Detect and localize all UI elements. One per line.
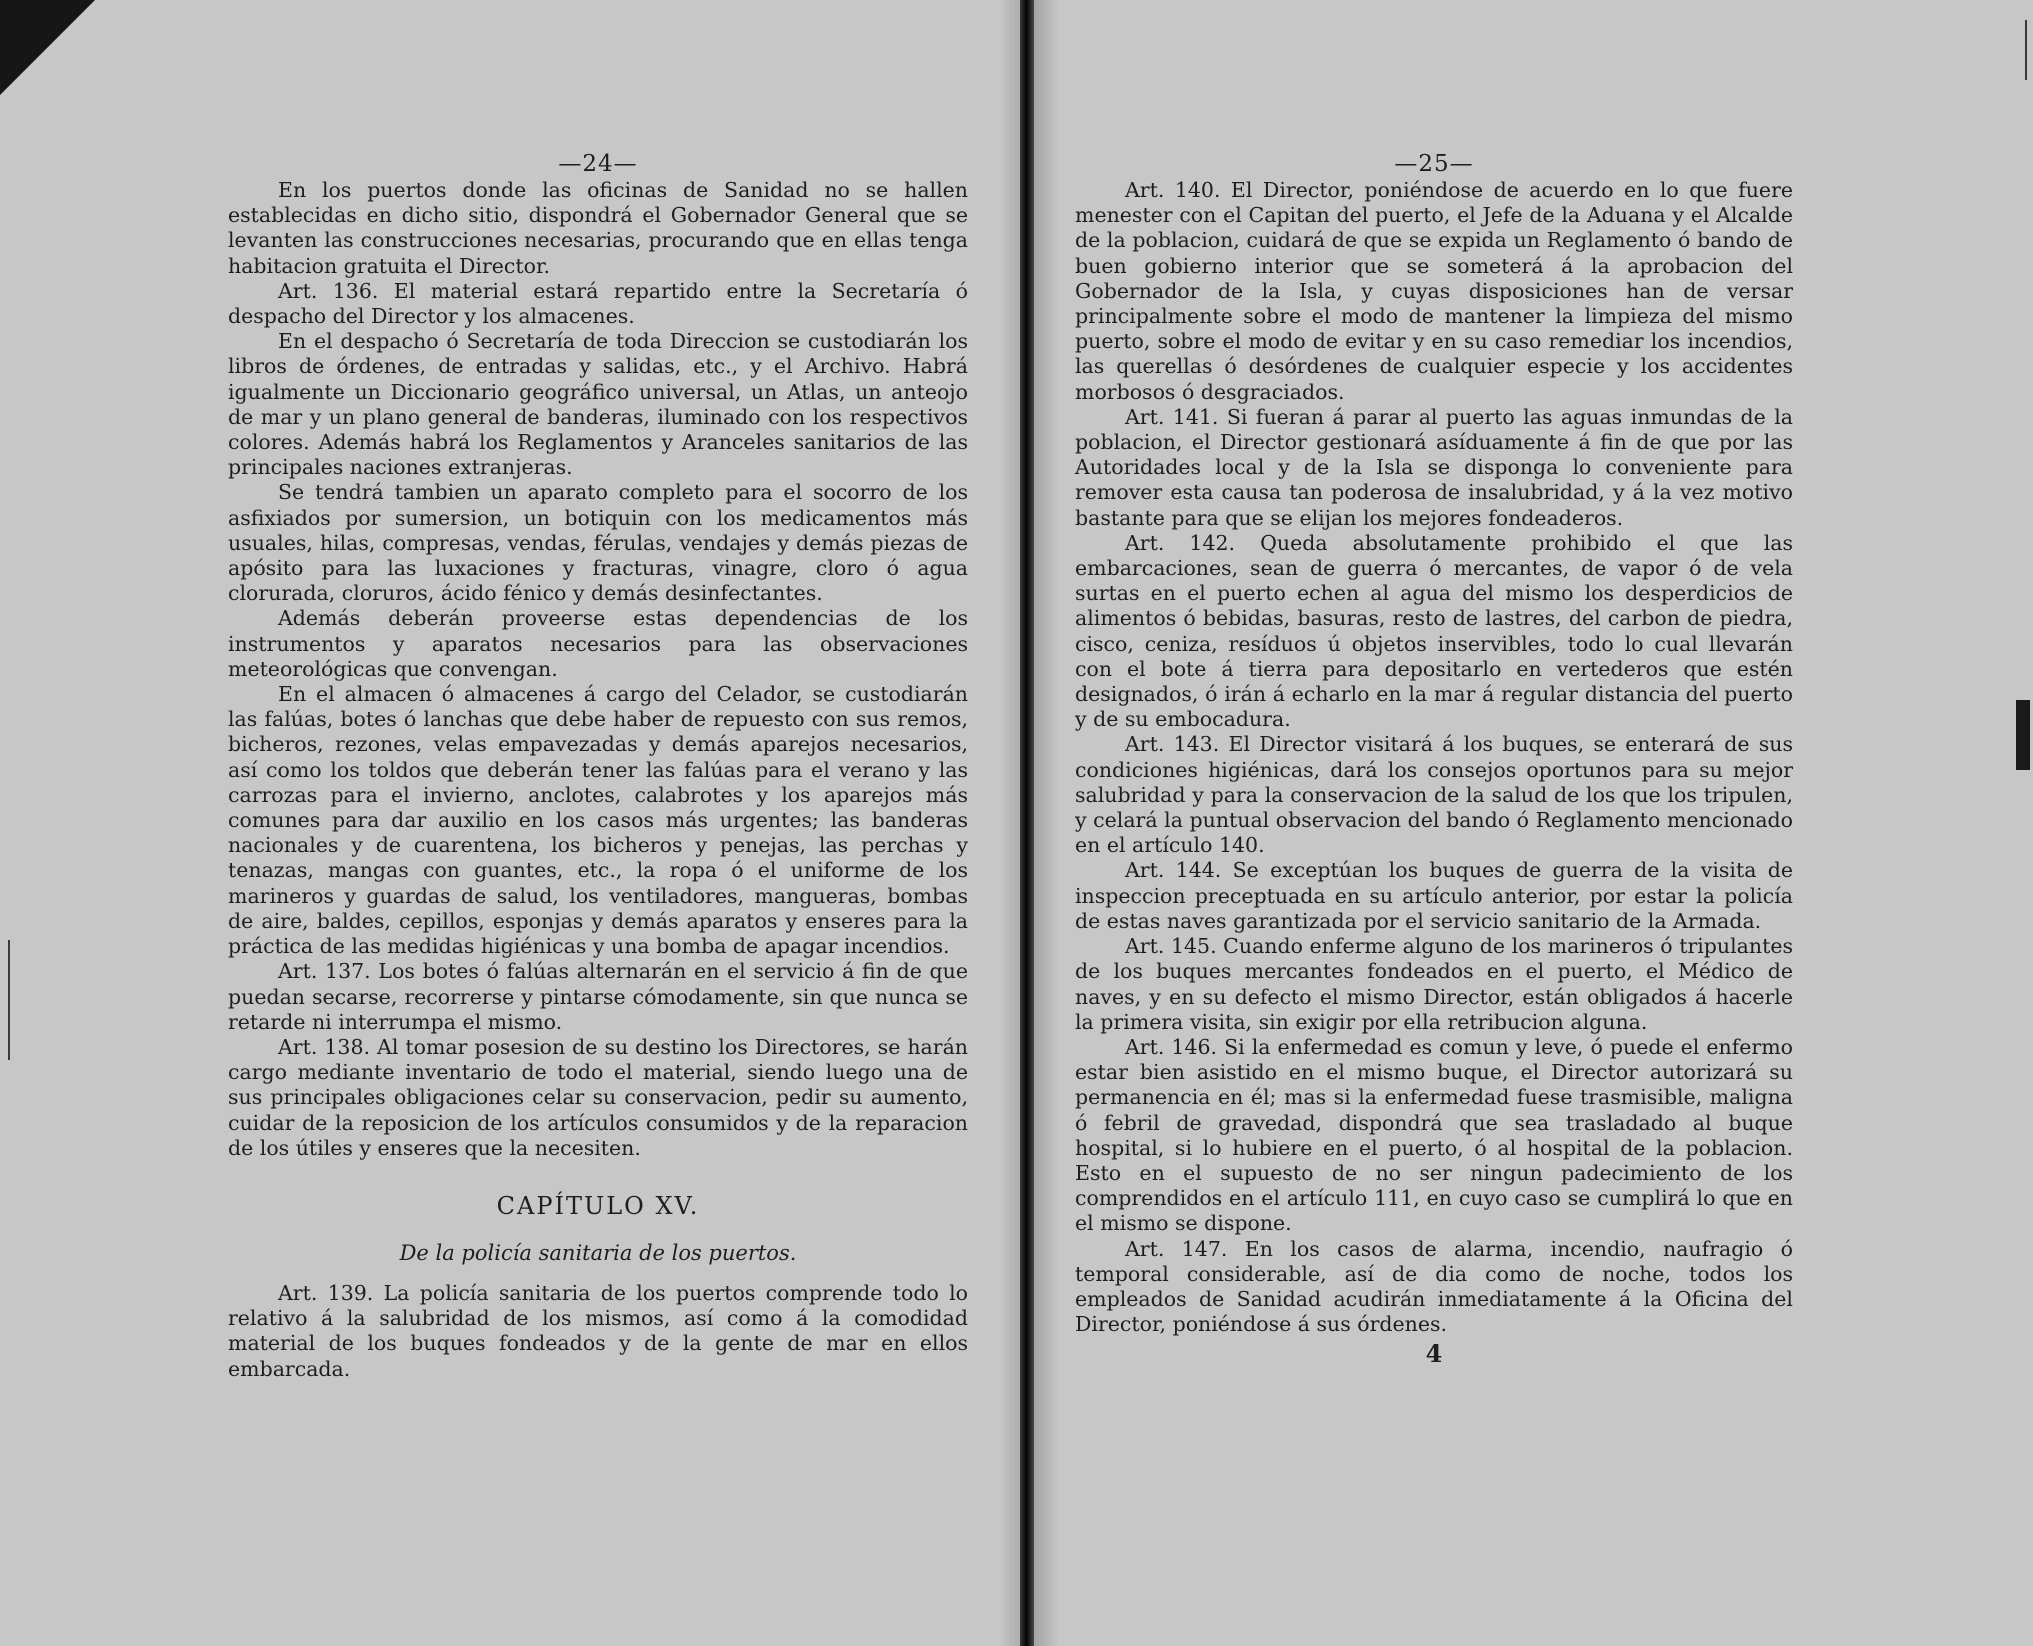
page-number: —25— <box>1394 151 1474 177</box>
scan-mark <box>2025 20 2027 80</box>
scan-mark <box>8 940 10 1060</box>
book-gutter <box>1020 0 1034 1646</box>
paragraph: Art. 137. Los botes ó falúas alternarán en el servicio á fin de que puedan secarse, recorrerse y pintarse cómodamente, sin que nunca se retarde ni interrumpa el mismo. <box>228 959 968 1034</box>
scan-corner <box>0 0 95 95</box>
paragraph: Art. 147. En los casos de alarma, incendio, naufragio ó temporal considerable, así de dia como de noche, todos los empleados de Sanidad acudirán inmediatamente á la Oficina del Director, poniéndose á sus órdenes. <box>1075 1236 1793 1337</box>
paragraph: Art. 139. La policía sanitaria de los puertos comprende todo lo relativo á la salubridad de los mismos, así como á la comodidad material de los buques fondeados y de la gente de mar en ellos embarcada. <box>228 1280 968 1381</box>
left-page <box>228 150 968 1382</box>
paragraph: Art. 143. El Director visitará á los buques, se enterará de sus condiciones higiénicas, dará los consejos oportunos para su mejor salubridad y para la conservacion de la salud de los que los tripulen, y celará la puntual observacion del bando ó Reglamento mencionado en el artículo 140. <box>1075 732 1793 858</box>
paragraph: Art. 140. El Director, poniéndose de acuerdo en lo que fuere menester con el Capitan del puerto, el Jefe de la Aduana y el Alcalde de la poblacion, cuidará de que se expida un Reglamento ó bando de buen gobierno interior que se someterá á la aprobacion del Gobernador de la Isla, y cuyas disposiciones han de versar principalmente sobre el modo de mantener la limpieza del mismo puerto, sobre el modo de evitar y en su caso remediar los incendios, las querellas ó desórdenes de cualquier especie y los accidentes morbosos ó desgraciados. <box>1075 178 1793 404</box>
right-page <box>1075 150 1793 1367</box>
signature-mark: 4 <box>1425 1339 1443 1369</box>
scan-mark <box>2016 700 2030 770</box>
paragraph: Art. 146. Si la enfermedad es comun y leve, ó puede el enfermo estar bien asistido en el mismo buque, el Director autorizará su permanencia en él; mas si la enfermedad fuese trasmisible, maligna ó febril de gravedad, dispondrá que sea trasladado al buque hospital, si lo hubiere en el puerto, ó al hospital de la poblacion. Esto en el supuesto de no ser ningun padecimiento de los comprendidos en el artículo 111, en cuyo caso se cumplirá lo que en el mismo se dispone. <box>1075 1034 1793 1236</box>
paragraph: Art. 145. Cuando enferme alguno de los marineros ó tripulantes de los buques mercantes fondeados en el puerto, el Médico de naves, y en su defecto el mismo Director, están obligados á hacerle la primera visita, sin exigir por ella retribucion alguna. <box>1075 934 1793 1034</box>
paragraph: En el despacho ó Secretaría de toda Direccion se custodiarán los libros de órdenes, de entradas y salidas, etc., y el Archivo. Habrá igualmente un Diccionario geográfico universal, un Atlas, un anteojo de mar y un plano general de banderas, iluminado con los respectivos colores. Además habrá los Reglamentos y Aranceles sanitarios de las principales naciones extranjeras. <box>228 329 968 480</box>
paragraph: Art. 142. Queda absolutamente prohibido el que las embarcaciones, sean de guerra ó mercantes, de vapor ó de vela surtas en el puerto echen al agua del mismo los desperdicios de alimentos ó bebidas, basuras, resto de lastres, del carbon de piedra, cisco, ceniza, resíduos ú objetos inservibles, todo lo cual llevarán con el bote á tierra para depositarlo en vertederos que estén designados, ó irán á echarlo en la mar á regular distancia del puerto y de su embocadura. <box>1075 530 1793 732</box>
paragraph: Art. 141. Si fueran á parar al puerto las aguas inmundas de la poblacion, el Director gestionará asíduamente á fin de que por las Autoridades local y de la Isla se disponga lo conveniente para remover esta causa tan poderosa de insalubridad, y á la vez motivo bastante para que se elijan los mejores fondeaderos. <box>1075 404 1793 530</box>
paragraph: Se tendrá tambien un aparato completo para el socorro de los asfixiados por sumersion, un botiquin con los medicamentos más usuales, hilas, compresas, vendas, férulas, vendajes y demás piezas de apósito para las luxaciones y fracturas, vinagre, cloro ó agua clorurada, cloruros, ácido fénico y demás desinfectantes. <box>228 480 968 606</box>
paragraph: Art. 144. Se exceptúan los buques de guerra de la visita de inspeccion preceptuada en su artículo anterior, por estar la policía de estas naves garantizada por el servicio sanitario de la Armada. <box>1075 858 1793 933</box>
paragraph: En los puertos donde las oficinas de Sanidad no se hallen establecidas en dicho sitio, dispondrá el Gobernador General que se levanten las construcciones necesarias, procurando que en ellas tenga habitacion gratuita el Director. <box>228 178 968 278</box>
chapter-subtitle: De la policía sanitaria de los puertos. <box>399 1240 797 1265</box>
page-number: —24— <box>558 151 638 177</box>
paragraph: En el almacen ó almacenes á cargo del Celador, se custodiarán las falúas, botes ó lanchas que debe haber de repuesto con sus remos, bicheros, rezones, velas empavezadas y demás aparejos necesarios, así como los toldos que deberán tener las falúas para el verano y las carrozas para el invierno, anclotes, calabrotes y los aparejos más comunes para dar auxilio en los casos más urgentes; las banderas nacionales y de cuarentena, los bicheros y penejas, las perchas y tenazas, mangas con guantes, etc., la ropa ó el uniforme de los marineros y guardas de salud, los ventiladores, mangueras, bombas de aire, baldes, cepillos, esponjas y demás aparatos y enseres para la práctica de las medidas higiénicas y una bomba de apagar incendios. <box>228 682 968 959</box>
paragraph: Art. 136. El material estará repartido entre la Secretaría ó despacho del Director y los almacenes. <box>228 278 968 329</box>
paragraph: Además deberán proveerse estas dependencias de los instrumentos y aparatos necesarios para las observaciones meteorológicas que convengan. <box>228 606 968 681</box>
paragraph: Art. 138. Al tomar posesion de su destino los Directores, se harán cargo mediante inventario de todo el material, siendo luego una de sus principales obligaciones celar su conservacion, pedir su aumento, cuidar de la reposicion de los artículos consumidos y de la reparacion de los útiles y enseres que la necesiten. <box>228 1034 968 1160</box>
chapter-title: CAPÍTULO XV. <box>496 1191 700 1220</box>
